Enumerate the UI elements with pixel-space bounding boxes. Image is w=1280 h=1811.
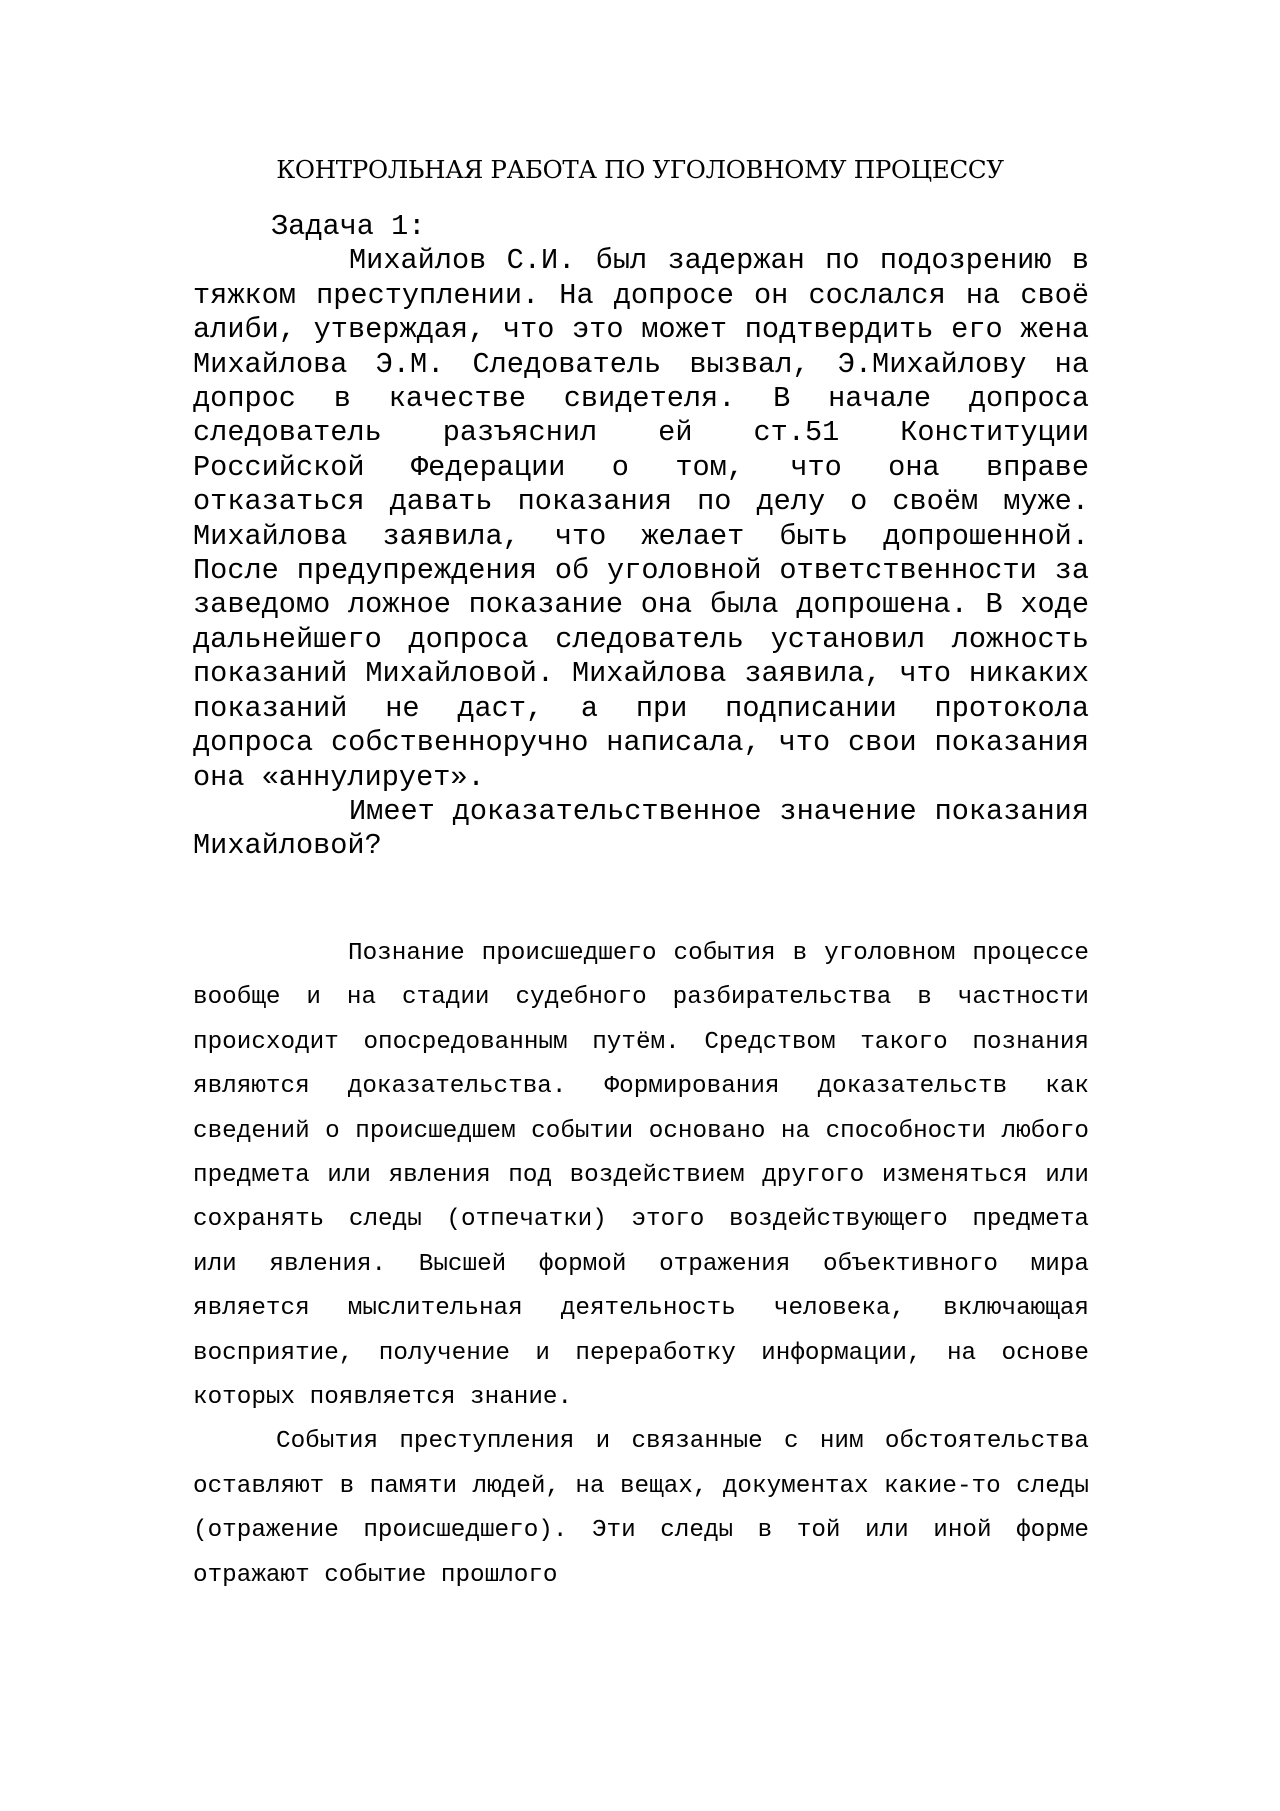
task-question: Имеет доказательственное значение показания Михайловой?	[193, 794, 1089, 863]
answer-paragraph-2: События преступления и связанные с ним обстоятельства оставляют в памяти людей, на вещах, документах какие-то следы (отражение происшедшего). Эти следы в той или иной форме отражают событие прошлого	[193, 1428, 1089, 1589]
task-body: Михайлов С.И. был задержан по подозрению в тяжком преступлении. На допросе он сослался на своё алиби, утверждая, что это может подтвердить его жена Михайлова Э.М. Следователь вызвал, Э.Михайлову на допрос в качестве свидетеля. В начале допроса следователь разъяснил ей ст.51 Конституции Российской Федерации о том, что она вправе отказаться давать показания по делу о своём муже. Михайлова заявила, что желает быть допрошенной. После предупреждения об уголовной ответственности за заведомо ложное показание она была допрошена. В ходе дальнейшего допроса следователь установил ложность показаний Михайловой. Михайлова заявила, что никаких показаний не даст, а при подписании протокола допроса собственноручно написала, что свои показания она «аннулирует».	[193, 244, 1089, 794]
task-heading: Задача 1:	[271, 210, 426, 243]
document-title: КОНТРОЛЬНАЯ РАБОТА ПО УГОЛОВНОМУ ПРОЦЕССУ	[276, 155, 1004, 184]
answer-paragraph-1: Познание происшедшего события в уголовном процессе вообще и на стадии судебного разбирательства в частности происходит опосредованным путём. Средством такого познания являются доказательства. Формирования доказательств как сведений о происшедшем событии основано на способности любого предмета или явления под воздействием другого изменяться или сохранять следы (отпечатки) этого воздействующего предмета или явления. Высшей формой отражения объективного мира является мыслительная деятельность человека, включающая восприятие, получение и переработку информации, на основе которых появляется знание.	[193, 940, 1089, 1412]
answer-block	[193, 932, 1089, 1598]
task-block	[193, 210, 1089, 864]
